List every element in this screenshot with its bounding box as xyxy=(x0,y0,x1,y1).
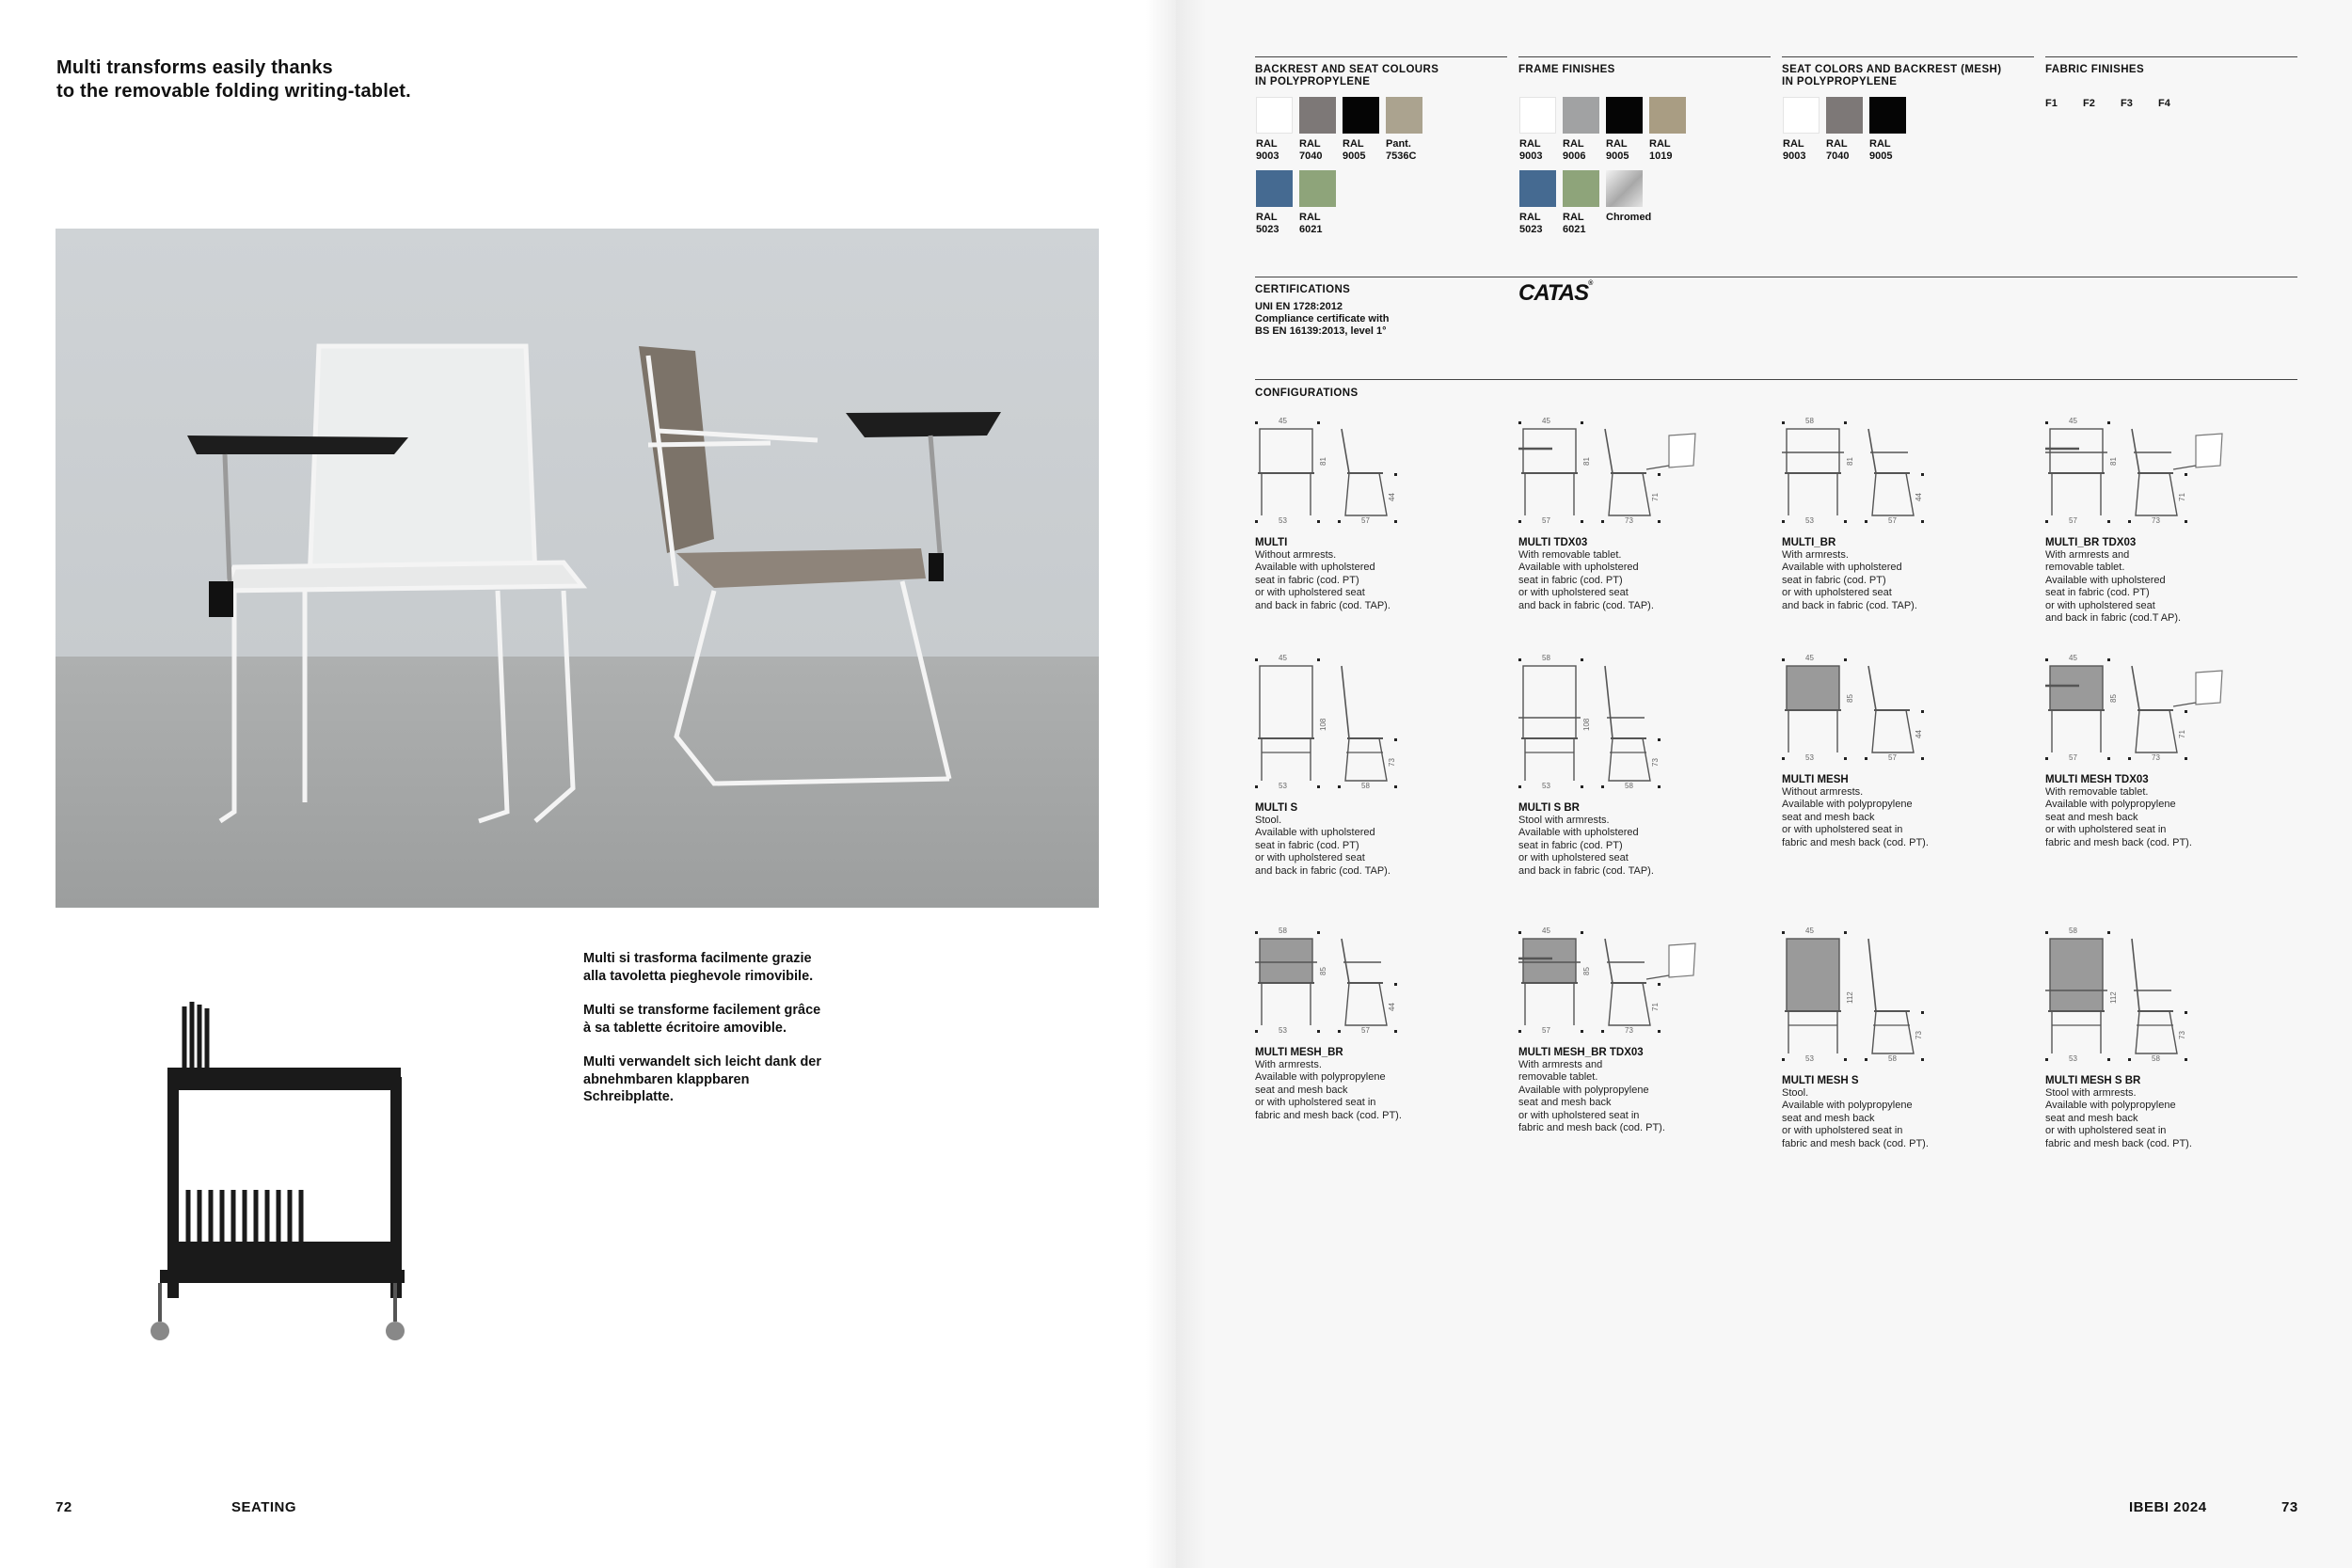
mesh-swatch xyxy=(1826,97,1863,134)
configuration-description: Stool with armrests. Available with upholstered seat in fabric (cod. PT) or with upholstered seat and back in fabric (cod. TAP). xyxy=(1518,815,1654,877)
svg-text:71: 71 xyxy=(1651,493,1660,501)
configuration-description: With armrests. Available with upholstered seat in fabric (cod. PT) or with upholstered seat and back in fabric (cod. TAP). xyxy=(1782,549,1917,611)
fabric-f1: F1 xyxy=(2045,98,2058,109)
svg-text:81: 81 xyxy=(2109,457,2118,466)
rule-backrest xyxy=(1255,56,1507,57)
configuration-multi-s xyxy=(1255,649,1471,878)
backrest-swatch xyxy=(1299,97,1336,134)
svg-text:58: 58 xyxy=(2152,1054,2160,1063)
frame-swatch xyxy=(1563,97,1599,134)
svg-text:58: 58 xyxy=(1279,927,1287,935)
rule-configurations xyxy=(1255,379,2297,380)
svg-text:85: 85 xyxy=(1582,967,1591,975)
svg-text:53: 53 xyxy=(1805,753,1814,762)
svg-text:44: 44 xyxy=(1915,493,1923,501)
configuration-name: MULTI MESH_BR xyxy=(1255,1047,1343,1058)
svg-text:57: 57 xyxy=(1888,516,1897,525)
svg-text:45: 45 xyxy=(1805,654,1814,662)
left-page-number: 72 xyxy=(56,1499,72,1515)
backrest-swatch xyxy=(1299,170,1336,207)
fabric-f3: F3 xyxy=(2121,98,2133,109)
configuration-multi-mesh-br-tdx03 xyxy=(1518,922,1735,1134)
backrest-swatch-label: RAL 7040 xyxy=(1299,138,1323,162)
configuration-multi xyxy=(1255,412,1471,612)
frame-swatch-label: RAL 9006 xyxy=(1563,138,1586,162)
configuration-multi-mesh-s-br xyxy=(2045,922,2262,1150)
fabric-f4: F4 xyxy=(2158,98,2170,109)
svg-text:44: 44 xyxy=(1388,1003,1396,1011)
backrest-swatch-label: Pant. 7536C xyxy=(1386,138,1417,162)
backrest-swatch xyxy=(1343,97,1379,134)
configuration-name: MULTI S xyxy=(1255,802,1298,814)
configuration-multi-br xyxy=(1782,412,1998,612)
svg-text:58: 58 xyxy=(2069,927,2077,935)
frame-swatch-label: RAL 9005 xyxy=(1606,138,1629,162)
mesh-swatch xyxy=(1783,97,1820,134)
svg-text:53: 53 xyxy=(2069,1054,2077,1063)
backrest-title: BACKREST AND SEAT COLOURS IN POLYPROPYLENE xyxy=(1255,64,1439,87)
svg-text:73: 73 xyxy=(1625,516,1633,525)
certifications-text: UNI EN 1728:2012 Compliance certificate with BS EN 16139:2013, level 1° xyxy=(1255,301,1390,337)
configuration-name: MULTI MESH_BR TDX03 xyxy=(1518,1047,1644,1058)
svg-text:45: 45 xyxy=(1805,927,1814,935)
mesh-swatch xyxy=(1869,97,1906,134)
svg-text:58: 58 xyxy=(1888,1054,1897,1063)
svg-text:44: 44 xyxy=(1388,493,1396,501)
svg-text:53: 53 xyxy=(1279,782,1287,790)
svg-text:45: 45 xyxy=(2069,654,2077,662)
svg-text:108: 108 xyxy=(1582,718,1591,731)
svg-text:73: 73 xyxy=(2178,1031,2186,1039)
svg-text:45: 45 xyxy=(1279,417,1287,425)
certifications-title: CERTIFICATIONS xyxy=(1255,284,1351,295)
configuration-drawing xyxy=(1518,649,1744,800)
frame-swatch-label: Chromed xyxy=(1606,212,1652,223)
configuration-description: Without armrests. Available with upholstered seat in fabric (cod. PT) or with upholstered seat and back in fabric (cod. TAP). xyxy=(1255,549,1391,611)
backrest-swatch xyxy=(1386,97,1422,134)
frame-swatch-label: RAL 9003 xyxy=(1519,138,1543,162)
svg-text:85: 85 xyxy=(2109,694,2118,703)
svg-text:58: 58 xyxy=(1542,654,1550,662)
fabric-title: FABRIC FINISHES xyxy=(2045,64,2145,75)
configuration-description: Stool with armrests. Available with polypropylene seat and mesh back or with upholstered seat in fabric and mesh back (cod. PT). xyxy=(2045,1087,2192,1149)
svg-text:73: 73 xyxy=(2152,516,2160,525)
configuration-name: MULTI MESH S BR xyxy=(2045,1075,2141,1086)
frame-swatch-label: RAL 1019 xyxy=(1649,138,1673,162)
configuration-multi-tdx03 xyxy=(1518,412,1735,612)
svg-text:108: 108 xyxy=(1319,718,1327,731)
configuration-multi-br-tdx03 xyxy=(2045,412,2262,625)
configuration-name: MULTI_BR TDX03 xyxy=(2045,537,2137,548)
frame-swatch xyxy=(1563,170,1599,207)
mesh-swatch-label: RAL 9003 xyxy=(1783,138,1806,162)
svg-text:58: 58 xyxy=(1361,782,1370,790)
svg-text:81: 81 xyxy=(1319,457,1327,466)
configuration-description: Stool. Available with upholstered seat in fabric (cod. PT) or with upholstered seat and back in fabric (cod. TAP). xyxy=(1255,815,1391,877)
svg-text:85: 85 xyxy=(1319,967,1327,975)
frame-swatch xyxy=(1606,97,1643,134)
backrest-swatch-label: RAL 5023 xyxy=(1256,212,1279,235)
svg-text:81: 81 xyxy=(1846,457,1854,466)
configuration-multi-mesh xyxy=(1782,649,1998,849)
configuration-drawing xyxy=(2045,649,2271,771)
svg-text:44: 44 xyxy=(1915,730,1923,738)
svg-text:45: 45 xyxy=(2069,417,2077,425)
configuration-drawing xyxy=(1255,922,1481,1044)
section-label: SEATING xyxy=(231,1499,297,1515)
configuration-multi-mesh-s xyxy=(1782,922,1998,1150)
intro-german: Multi verwandelt sich leicht dank der abnehmbaren klappbaren Schreibplatte. xyxy=(583,1054,822,1104)
configuration-name: MULTI MESH S xyxy=(1782,1075,1859,1086)
configuration-drawing xyxy=(1255,649,1481,800)
svg-text:53: 53 xyxy=(1805,1054,1814,1063)
svg-text:57: 57 xyxy=(1542,1026,1550,1035)
svg-text:57: 57 xyxy=(1361,516,1370,525)
svg-text:57: 57 xyxy=(1361,1026,1370,1035)
intro-french: Multi se transforme facilement grâce à sa tablette écritoire amovible. xyxy=(583,1003,821,1036)
svg-text:73: 73 xyxy=(1915,1031,1923,1039)
rule-fabric xyxy=(2045,56,2297,57)
configuration-drawing xyxy=(2045,412,2271,534)
svg-text:71: 71 xyxy=(1651,1003,1660,1011)
configuration-name: MULTI TDX03 xyxy=(1518,537,1588,548)
configuration-description: With armrests and removable tablet. Available with upholstered seat in fabric (cod. PT) or with upholstered seat and back in fabric (cod.T AP). xyxy=(2045,549,2182,625)
frame-swatch xyxy=(1649,97,1686,134)
configuration-multi-mesh-tdx03 xyxy=(2045,649,2262,849)
backrest-swatch xyxy=(1256,170,1293,207)
svg-text:53: 53 xyxy=(1542,782,1550,790)
configuration-multi-mesh-br xyxy=(1255,922,1471,1122)
configuration-drawing xyxy=(1782,922,2008,1072)
catas-logo: CATAS® xyxy=(1518,280,1593,306)
rule-mesh xyxy=(1782,56,2034,57)
fabric-f2: F2 xyxy=(2083,98,2095,109)
svg-text:71: 71 xyxy=(2178,730,2186,738)
svg-text:73: 73 xyxy=(1388,758,1396,767)
frame-swatch xyxy=(1519,97,1556,134)
intro-italian: Multi si trasforma facilmente grazie alla tavoletta pieghevole rimovibile. xyxy=(583,951,814,984)
svg-text:45: 45 xyxy=(1279,654,1287,662)
configuration-name: MULTI S BR xyxy=(1518,802,1580,814)
product-photo-two-chairs xyxy=(56,229,1099,908)
multilingual-intro xyxy=(583,950,828,1123)
svg-text:112: 112 xyxy=(2109,991,2118,1004)
configuration-description: With armrests. Available with polypropylene seat and mesh back or with upholstered seat in fabric and mesh back (cod. PT). xyxy=(1255,1059,1402,1121)
svg-text:57: 57 xyxy=(2069,516,2077,525)
right-page-number: 73 xyxy=(2281,1499,2298,1515)
brand-year: IBEBI 2024 xyxy=(2129,1499,2207,1515)
configuration-name: MULTI MESH TDX03 xyxy=(2045,774,2149,785)
backrest-swatch-label: RAL 6021 xyxy=(1299,212,1323,235)
svg-text:73: 73 xyxy=(2152,753,2160,762)
backrest-swatch xyxy=(1256,97,1293,134)
frame-swatch xyxy=(1519,170,1556,207)
configuration-name: MULTI MESH xyxy=(1782,774,1849,785)
mesh-swatch-label: RAL 7040 xyxy=(1826,138,1850,162)
page-gutter xyxy=(1146,0,1206,1568)
svg-text:58: 58 xyxy=(1805,417,1814,425)
configuration-multi-s-br xyxy=(1518,649,1735,878)
configuration-drawing xyxy=(1518,922,1744,1044)
configuration-description: With removable tablet. Available with upholstered seat in fabric (cod. PT) or with upholstered seat and back in fabric (cod. TAP). xyxy=(1518,549,1654,611)
frame-title: FRAME FINISHES xyxy=(1518,64,1615,75)
svg-text:81: 81 xyxy=(1582,457,1591,466)
configuration-description: Stool. Available with polypropylene seat and mesh back or with upholstered seat in fabric and mesh back (cod. PT). xyxy=(1782,1087,1929,1149)
svg-text:57: 57 xyxy=(2069,753,2077,762)
tablet-trolley-image xyxy=(132,988,433,1364)
svg-text:71: 71 xyxy=(2178,493,2186,501)
frame-swatch-label: RAL 6021 xyxy=(1563,212,1586,235)
svg-text:58: 58 xyxy=(1625,782,1633,790)
svg-text:53: 53 xyxy=(1805,516,1814,525)
configuration-drawing xyxy=(1255,412,1481,534)
frame-swatch xyxy=(1606,170,1643,207)
backrest-swatch-label: RAL 9003 xyxy=(1256,138,1279,162)
configuration-drawing xyxy=(1782,649,2008,771)
configuration-description: Without armrests. Available with polypropylene seat and mesh back or with upholstered seat in fabric and mesh back (cod. PT). xyxy=(1782,786,1929,848)
catas-logo-text: CATAS xyxy=(1518,280,1589,306)
svg-text:73: 73 xyxy=(1625,1026,1633,1035)
configuration-drawing xyxy=(2045,922,2271,1072)
svg-text:45: 45 xyxy=(1542,927,1550,935)
svg-text:53: 53 xyxy=(1279,1026,1287,1035)
configuration-name: MULTI_BR xyxy=(1782,537,1836,548)
mesh-swatch-label: RAL 9005 xyxy=(1869,138,1893,162)
svg-text:53: 53 xyxy=(1279,516,1287,525)
svg-text:45: 45 xyxy=(1542,417,1550,425)
configuration-name: MULTI xyxy=(1255,537,1288,548)
svg-text:57: 57 xyxy=(1888,753,1897,762)
page-headline: Multi transforms easily thanks to the removable folding writing-tablet. xyxy=(56,57,411,102)
svg-text:112: 112 xyxy=(1846,991,1854,1004)
rule-frame xyxy=(1518,56,1771,57)
frame-swatch-label: RAL 5023 xyxy=(1519,212,1543,235)
configuration-description: With armrests and removable tablet. Available with polypropylene seat and mesh back or with upholstered seat in fabric and mesh back (cod. PT). xyxy=(1518,1059,1665,1134)
backrest-swatch-label: RAL 9005 xyxy=(1343,138,1366,162)
svg-text:57: 57 xyxy=(1542,516,1550,525)
svg-text:73: 73 xyxy=(1651,758,1660,767)
configuration-drawing xyxy=(1518,412,1744,534)
configurations-title: CONFIGURATIONS xyxy=(1255,388,1359,399)
svg-text:85: 85 xyxy=(1846,694,1854,703)
mesh-title: SEAT COLORS AND BACKREST (MESH) IN POLYPROPYLENE xyxy=(1782,64,2002,87)
configuration-description: With removable tablet. Available with polypropylene seat and mesh back or with upholstered seat in fabric and mesh back (cod. PT). xyxy=(2045,786,2192,848)
configuration-drawing xyxy=(1782,412,2008,534)
